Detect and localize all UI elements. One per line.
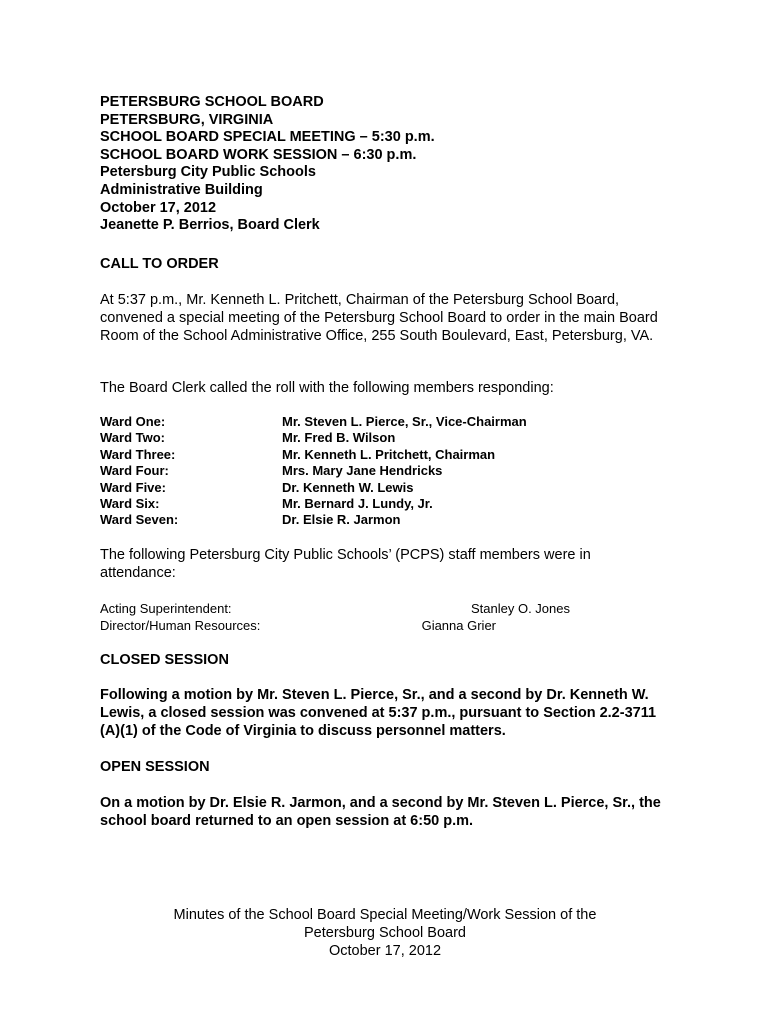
member-name: Mr. Fred B. Wilson — [282, 430, 396, 446]
closed-session-text: Following a motion by Mr. Steven L. Pierce, Sr., and a second by Dr. Kenneth W. Lewis, a closed session was convened at 5:37 p.m., pursuant to Section 2.2-3711 (A)(1) of the Code of Virginia to discuss personnel matters. — [100, 687, 657, 739]
header-line: Petersburg City Public Schools — [100, 164, 316, 181]
staff-title: Acting Superintendent: — [100, 601, 232, 616]
roll-call-intro: The Board Clerk called the roll with the following members responding: — [100, 380, 554, 396]
header-line: October 17, 2012 — [100, 199, 217, 216]
staff-row — [100, 600, 570, 617]
header-line: PETERSBURG SCHOOL BOARD — [100, 94, 324, 110]
ward-label: Ward Four: — [100, 463, 169, 479]
roll-call-row — [100, 463, 527, 479]
roll-call-row — [100, 480, 527, 496]
roll-call-list — [100, 414, 527, 529]
staff-title: Director/Human Resources: — [100, 618, 261, 633]
member-name: Mrs. Mary Jane Hendricks — [282, 463, 443, 479]
document-footer — [0, 906, 770, 960]
staff-row — [100, 617, 570, 634]
roll-call-row — [100, 512, 527, 528]
ward-label: Ward Three: — [100, 446, 176, 462]
ward-label: Ward Seven: — [100, 512, 179, 528]
ward-label: Ward One: — [100, 414, 166, 429]
call-to-order-text: At 5:37 p.m., Mr. Kenneth L. Pritchett, Chairman of the Petersburg School Board, convened a special meeting of the Petersburg School Board to order in the main Board Room of the School Administrative Office, 255 South Boulevard, East, Petersburg, VA. — [100, 292, 658, 344]
document-header — [100, 94, 435, 235]
footer-line: October 17, 2012 — [328, 943, 442, 959]
staff-name: Stanley O. Jones — [471, 601, 570, 616]
member-name: Mr. Bernard J. Lundy, Jr. — [282, 496, 433, 512]
staff-list — [100, 600, 570, 634]
member-name: Mr. Kenneth L. Pritchett, Chairman — [282, 446, 496, 462]
roll-call-row — [100, 447, 527, 463]
open-session-heading: OPEN SESSION — [100, 759, 210, 775]
header-line: SCHOOL BOARD SPECIAL MEETING – 5:30 p.m. — [100, 129, 435, 146]
closed-session-heading: CLOSED SESSION — [100, 652, 229, 668]
ward-label: Ward Two: — [100, 430, 165, 446]
roll-call-row — [100, 430, 527, 446]
footer-line: Minutes of the School Board Special Meeting/Work Session of the — [173, 907, 597, 923]
ward-label: Ward Five: — [100, 479, 166, 495]
ward-label: Ward Six: — [100, 496, 160, 512]
header-line: Jeanette P. Berrios, Board Clerk — [100, 217, 320, 234]
roll-call-row — [100, 496, 527, 512]
member-name: Dr. Elsie R. Jarmon — [282, 512, 401, 528]
staff-name: Gianna Grier — [421, 618, 496, 633]
staff-intro: The following Petersburg City Public Schools’ (PCPS) staff members were in attendance: — [100, 547, 591, 581]
footer-line: Petersburg School Board — [303, 925, 466, 941]
open-session-text: On a motion by Dr. Elsie R. Jarmon, and a second by Mr. Steven L. Pierce, Sr., the school board returned to an open session at 6:50 p.m. — [100, 795, 661, 829]
header-line: SCHOOL BOARD WORK SESSION – 6:30 p.m. — [100, 146, 417, 163]
header-line: Administrative Building — [100, 181, 263, 198]
roll-call-row — [100, 414, 527, 430]
member-name: Mr. Steven L. Pierce, Sr., Vice-Chairman — [282, 414, 527, 429]
member-name: Dr. Kenneth W. Lewis — [282, 479, 414, 495]
header-line: PETERSBURG, VIRGINIA — [100, 111, 274, 128]
call-to-order-heading: CALL TO ORDER — [100, 256, 219, 272]
